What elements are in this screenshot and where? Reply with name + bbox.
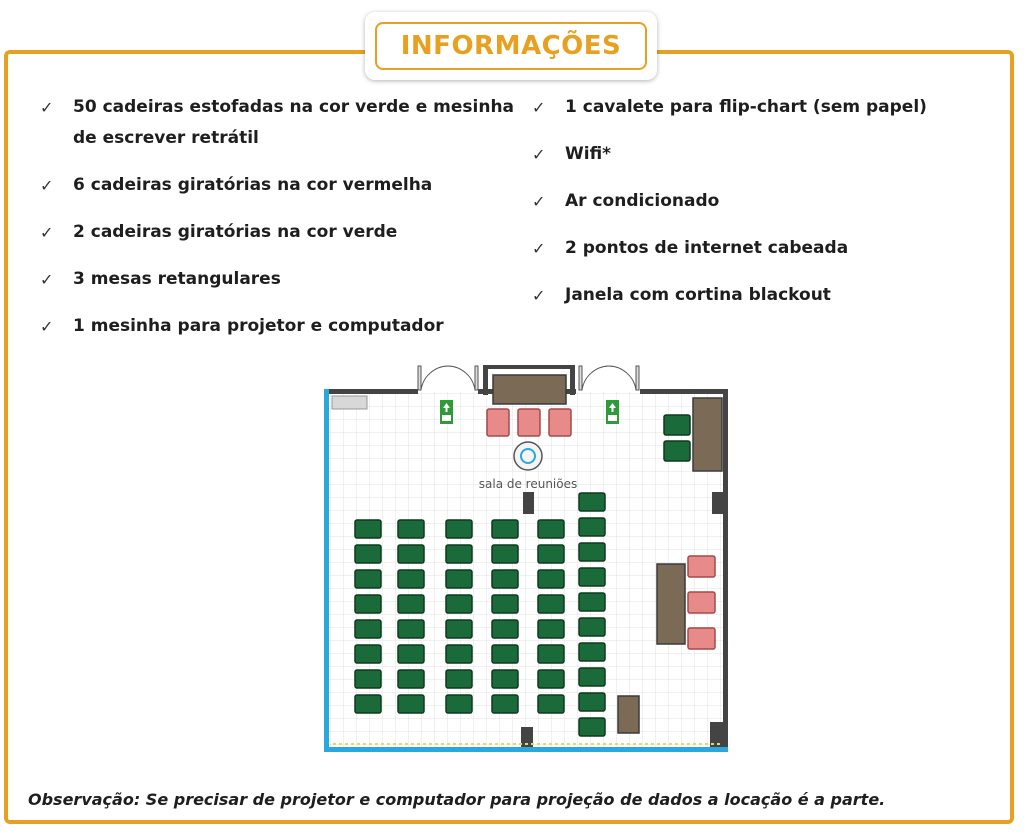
- green-chair: [446, 545, 472, 563]
- green-chair: [398, 520, 424, 538]
- green-chair: [446, 620, 472, 638]
- green-chair: [579, 693, 605, 711]
- amenities-list-left: [40, 92, 520, 358]
- green-chair: [538, 520, 564, 538]
- list-item: [40, 264, 520, 295]
- list-item: [532, 233, 1002, 264]
- list-item-text: 2 cadeiras giratórias na cor verde: [73, 222, 398, 242]
- green-chair: [446, 570, 472, 588]
- green-chair: [398, 670, 424, 688]
- green-chair: [446, 695, 472, 713]
- green-chair: [492, 645, 518, 663]
- check-icon: ✓: [532, 286, 546, 305]
- list-item-text: 6 cadeiras giratórias na cor vermelha: [73, 175, 433, 195]
- list-item-text: Ar condicionado: [565, 191, 720, 211]
- check-icon: ✓: [532, 192, 546, 211]
- amenities-list-right: [532, 92, 1002, 327]
- green-chair: [446, 670, 472, 688]
- list-item: [40, 217, 520, 248]
- list-item-text: 50 cadeiras estofadas na cor verde e mesinha de escrever retrátil: [73, 97, 515, 148]
- list-item-text: 1 mesinha para projetor e computador: [73, 316, 444, 336]
- green-chair: [398, 620, 424, 638]
- check-icon: ✓: [40, 176, 54, 195]
- list-item-text: 1 cavalete para flip-chart (sem papel): [565, 97, 927, 117]
- green-chair: [579, 543, 605, 561]
- title-box: [365, 12, 657, 80]
- list-item-text: Janela com cortina blackout: [565, 285, 831, 305]
- green-chair: [355, 670, 381, 688]
- green-chair: [446, 645, 472, 663]
- side-table: [693, 398, 722, 471]
- red-chairs-front: [487, 409, 571, 436]
- list-item: [40, 92, 520, 154]
- green-chair: [398, 545, 424, 563]
- green-chair: [579, 593, 605, 611]
- green-chair: [538, 545, 564, 563]
- exit-sign-icon: [606, 400, 619, 424]
- green-chair: [579, 668, 605, 686]
- room-label: sala de reuniões: [478, 477, 578, 491]
- check-icon: ✓: [40, 270, 54, 289]
- meeting-table: [657, 564, 685, 644]
- projector-table: [618, 696, 639, 733]
- check-icon: ✓: [532, 239, 546, 258]
- green-chair: [579, 518, 605, 536]
- green-chair: [355, 595, 381, 613]
- green-chair: [579, 493, 605, 511]
- check-icon: ✓: [40, 98, 54, 117]
- green-chair: [355, 645, 381, 663]
- green-chair: [398, 595, 424, 613]
- page-title: INFORMAÇÕES: [375, 22, 647, 70]
- green-chair: [492, 595, 518, 613]
- floor-plan: [300, 350, 760, 770]
- list-item: [532, 186, 1002, 217]
- round-table-icon: [514, 442, 542, 470]
- green-chair: [492, 545, 518, 563]
- green-chair: [398, 695, 424, 713]
- green-chair: [355, 620, 381, 638]
- list-item: [532, 280, 1002, 311]
- check-icon: ✓: [532, 98, 546, 117]
- check-icon: ✓: [40, 223, 54, 242]
- green-chair: [355, 545, 381, 563]
- exit-sign-icon: [440, 400, 453, 424]
- green-chair: [355, 520, 381, 538]
- list-item-text: 3 mesas retangulares: [73, 269, 281, 289]
- green-chair: [355, 570, 381, 588]
- check-icon: ✓: [532, 145, 546, 164]
- green-chair: [398, 645, 424, 663]
- green-chair: [398, 570, 424, 588]
- green-chair: [579, 643, 605, 661]
- list-item: [532, 139, 1002, 170]
- list-item: [40, 311, 520, 342]
- check-icon: ✓: [40, 317, 54, 336]
- green-chair: [446, 595, 472, 613]
- door-left: [418, 366, 478, 390]
- observation-note: Observação: Se precisar de projetor e computador para projeção de dados a locação é a parte.: [28, 790, 886, 809]
- green-chair: [538, 595, 564, 613]
- list-item: [40, 170, 520, 201]
- green-chair: [538, 670, 564, 688]
- green-chair: [492, 620, 518, 638]
- green-chair: [492, 570, 518, 588]
- green-chair: [538, 620, 564, 638]
- red-chairs-side: [688, 556, 715, 649]
- air-conditioner-icon: [332, 396, 367, 409]
- list-item-text: Wifi*: [565, 144, 612, 164]
- list-item: [532, 92, 1002, 123]
- green-chair: [538, 645, 564, 663]
- green-chair: [492, 695, 518, 713]
- front-table: [493, 375, 566, 404]
- green-chair: [538, 695, 564, 713]
- green-chair: [492, 520, 518, 538]
- green-chair: [446, 520, 472, 538]
- green-chair: [579, 618, 605, 636]
- green-chair: [579, 718, 605, 736]
- green-chair: [579, 568, 605, 586]
- green-chair: [355, 695, 381, 713]
- green-chair: [538, 570, 564, 588]
- list-item-text: 2 pontos de internet cabeada: [565, 238, 849, 258]
- door-right: [579, 366, 639, 390]
- green-chair: [492, 670, 518, 688]
